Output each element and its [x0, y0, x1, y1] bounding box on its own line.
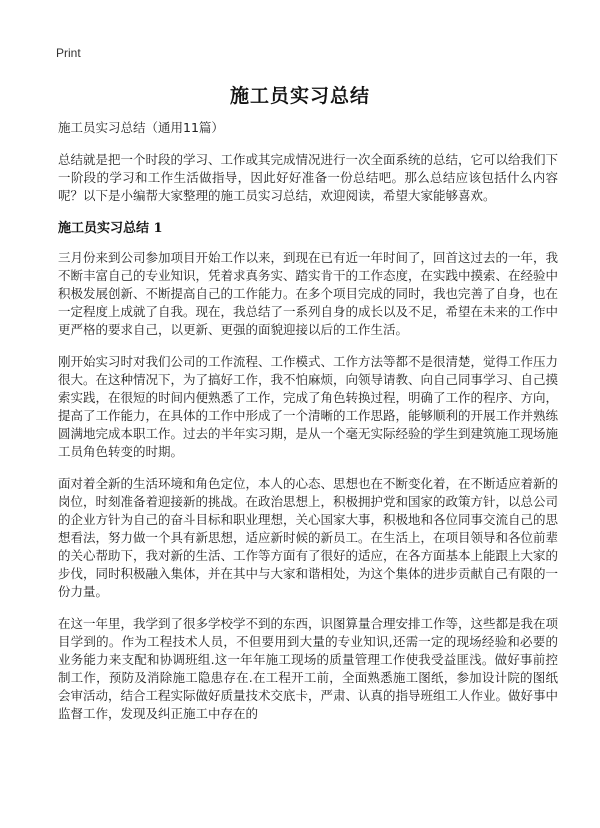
body-paragraph-1: 三月份来到公司参加项目开始工作以来，到现在已有近一年时间了，回首这过去的一年，我不断丰富自己的专业知识，凭着求真务实、踏实肯干的工作态度，在实践中摸索、在经验中积极发展创新、不断提高自己的工作能力。在多个项目完成的同时，我也完善了自身，也在一定程度上成就了自我。现在，我总结了一系列自身的成长以及不足，希望在未来的工作中更严格的要求自己，以更新、更强的面貌迎接以后的工作生活。: [58, 250, 559, 337]
document-subtitle: 施工员实习总结（通用11篇）: [58, 120, 224, 135]
section-heading: 施工员实习总结 1: [58, 221, 163, 236]
body-paragraph-4: 在这一年里，我学到了很多学校学不到的东西，识图算量合理安排工作等，这些都是我在项目学到的。作为工程技术人员，不但要用到大量的专业知识,还需一定的现场经验和必要的业务能力来支配和协调班组.这一年年施工现场的质量管理工作使我受益匪浅。做好事前控制工作，预防及消除施工隐患存在.在工程开工前，全面熟悉施工图纸，参加设计院的图纸会审活动，结合工程实际做好质量技术交底卡，严肃、认真的指导班组工人作业。做好事中监督工作，发现及纠正施工中存在的: [58, 616, 559, 721]
page-title: 施工员实习总结: [229, 85, 370, 107]
body-paragraph-3: 面对着全新的生活环境和角色定位，本人的心态、思想也在不断变化着，在不断适应着新的岗位，时刻准备着迎接新的挑战。在政治思想上，积极拥护党和国家的政策方针，以总公司的企业方针为自己的奋斗目标和职业理想，关心国家大事，积极地和各位同事交流自己的思想看法，努力做一个具有新思想，适应新时候的新员工。在生活上，在项目领导和各位前辈的关心帮助下，我对新的生活、工作等方面有了很好的适应，在各方面基本上能跟上大家的步伐，同时积极融入集体，并在其中与大家和谐相处，为这个集体的进步贡献自己有限的一份力量。: [58, 476, 559, 599]
document-body: [58, 119, 558, 737]
body-paragraph-2: 刚开始实习时对我们公司的工作流程、工作模式、工作方法等都不是很清楚，觉得工作压力很大。在这种情况下，为了搞好工作，我不怕麻烦，向领导请教、向自己同事学习、自己摸索实践，在很短的时间内便熟悉了工作，完成了角色转换过程，明确了工作的程序、方向，提高了工作能力，在具体的工作中形成了一个清晰的工作思路，能够顺利的开展工作并熟练圆满地完成本职工作。过去的半年实习期，是从一个毫无实际经验的学生到建筑施工现场施工员角色转变的时期。: [58, 354, 559, 459]
print-label[interactable]: Print: [56, 46, 81, 60]
intro-paragraph: 总结就是把一个时段的学习、工作或其完成情况进行一次全面系统的总结，它可以给我们下一阶段的学习和工作生活做指导，因此好好准备一份总结吧。那么总结应该包括什么内容呢？以下是小编帮大家整理的施工员实习总结，欢迎阅读，希望大家能够喜欢。: [58, 152, 559, 203]
